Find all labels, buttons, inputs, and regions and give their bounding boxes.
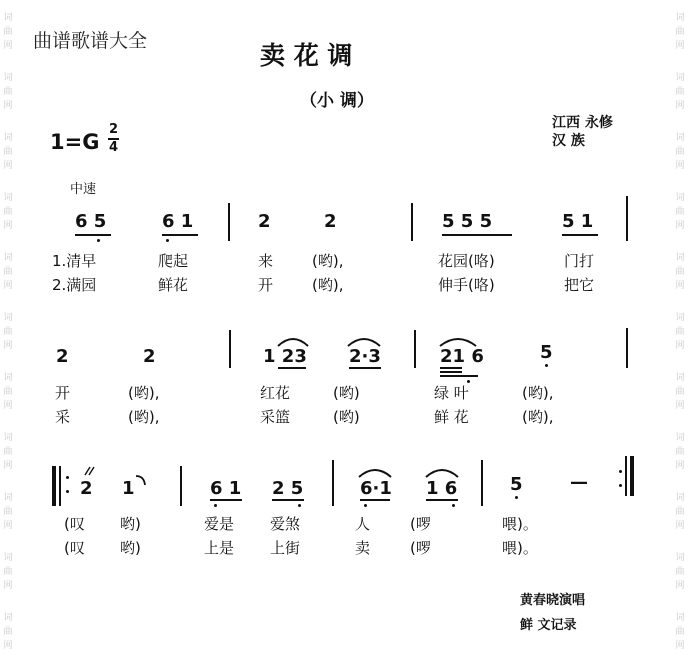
underline-beam [210, 499, 242, 501]
note: 2 [143, 346, 156, 367]
lyric: 喂)。 [502, 539, 538, 557]
watermark-char: 网 [3, 581, 13, 591]
watermark-char: 网 [675, 101, 685, 111]
low-octave-dot [515, 496, 518, 499]
watermark-char: 词 [3, 13, 13, 23]
repeat-dot [66, 490, 69, 493]
lyric: (叹 [64, 515, 85, 533]
lyric: 人 [355, 515, 371, 533]
lyric: 喂)。 [502, 515, 538, 533]
watermark-char: 曲 [675, 567, 685, 577]
barline [414, 330, 416, 368]
origin-ethnicity: 汉 族 [552, 133, 585, 149]
repeat-dot [619, 484, 622, 487]
lyric: (哟), [128, 384, 160, 402]
note-group: 1 23 [263, 346, 307, 367]
watermark-char: 网 [675, 341, 685, 351]
lyric: (哟), [128, 408, 160, 426]
underline-beam [442, 234, 512, 236]
lyric: 来 [258, 252, 274, 270]
lyric: 把它 [564, 276, 595, 294]
singer-credit: 黄春晓演唱 [520, 593, 586, 608]
watermark-char: 曲 [3, 147, 13, 157]
lyric: 花园(咯) [438, 252, 495, 270]
song-title: 卖 花 调 [260, 41, 353, 70]
underline-beam [75, 234, 111, 236]
note-group: 6·1 [360, 478, 392, 499]
watermark-char: 词 [675, 493, 685, 503]
time-signature [108, 123, 119, 155]
underline-beam [440, 375, 478, 377]
note-group: 6 1 [162, 211, 194, 232]
note: 2 [324, 211, 337, 232]
watermark-char: 网 [3, 461, 13, 471]
watermark-char: 网 [675, 581, 685, 591]
watermark-char: 词 [3, 313, 13, 323]
watermark-char: 网 [675, 161, 685, 171]
underline-beam [272, 499, 304, 501]
watermark-char: 曲 [3, 87, 13, 97]
low-octave-dot [97, 239, 100, 242]
watermark-char: 曲 [675, 387, 685, 397]
barline [229, 330, 231, 368]
underline-beam [440, 367, 462, 369]
watermark-char: 词 [3, 193, 13, 203]
note-group: 1 6 [426, 478, 458, 499]
note: 5 [510, 474, 523, 495]
lyric: 爱是 [204, 515, 235, 533]
barline [481, 460, 483, 506]
watermark-char: 曲 [675, 27, 685, 37]
lyric: 采 [55, 408, 71, 426]
barline [180, 466, 182, 506]
song-subtitle: （小 调） [300, 91, 374, 111]
repeat-dot [619, 470, 622, 473]
lyric: 爱煞 [270, 515, 301, 533]
watermark-char: 词 [675, 193, 685, 203]
note-group: 2 5 [272, 478, 304, 499]
slur [424, 465, 460, 479]
watermark-char: 网 [675, 521, 685, 531]
watermark-char: 网 [3, 401, 13, 411]
watermark-char: 词 [3, 613, 13, 623]
underline-beam [360, 499, 390, 501]
barline [626, 196, 628, 241]
low-octave-dot [214, 504, 217, 507]
underline-beam [440, 371, 462, 373]
dash-extension: — [570, 472, 588, 493]
note: 2 [80, 478, 93, 499]
lyric: (哟) [333, 408, 360, 426]
repeat-end-thin-bar [625, 456, 627, 496]
lyric: 绿 叶 [434, 384, 469, 402]
watermark-char: 网 [675, 461, 685, 471]
watermark-char: 词 [675, 613, 685, 623]
note-group: 5 1 [562, 211, 594, 232]
watermark-char: 词 [3, 373, 13, 383]
repeat-start-thin-bar [59, 466, 61, 506]
barline [411, 203, 413, 241]
lyric: (叹 [64, 539, 85, 557]
lyric: 上街 [270, 539, 301, 557]
watermark-char: 网 [675, 41, 685, 51]
time-denominator: 4 [108, 140, 119, 155]
watermark-char: 曲 [3, 267, 13, 277]
lyric: 红花 [260, 384, 291, 402]
lyric: 哟) [120, 539, 141, 557]
lyric: 上是 [204, 539, 235, 557]
watermark-char: 词 [675, 133, 685, 143]
watermark-char: 曲 [675, 507, 685, 517]
repeat-end-thick-bar [630, 456, 634, 496]
watermark-char: 词 [3, 133, 13, 143]
note-group: 6 1 [210, 478, 242, 499]
lyric: 鲜 花 [434, 408, 469, 426]
watermark-char: 曲 [3, 207, 13, 217]
lyric: 鲜花 [158, 276, 189, 294]
lyric: 伸手(咯) [438, 276, 495, 294]
watermark-char: 词 [675, 73, 685, 83]
note-group: 21 6 [440, 346, 484, 367]
breath-hook-icon [135, 474, 147, 488]
key-signature: 1=G [50, 130, 100, 154]
watermark-char: 词 [675, 373, 685, 383]
repeat-dot [66, 476, 69, 479]
watermark-char: 网 [3, 281, 13, 291]
barline [228, 203, 230, 241]
recorder-credit: 鲜 文记录 [520, 618, 577, 633]
watermark-char: 词 [675, 13, 685, 23]
underline-beam [426, 499, 458, 501]
lyric: (哟), [522, 384, 554, 402]
lyric: (哟) [333, 384, 360, 402]
note: 1 [122, 478, 135, 499]
lyric: 门打 [564, 252, 595, 270]
low-octave-dot [545, 364, 548, 367]
note-group: 2·3 [349, 346, 381, 367]
note: 2 [56, 346, 69, 367]
watermark-char: 词 [3, 553, 13, 563]
watermark-char: 曲 [675, 327, 685, 337]
song-origin [552, 114, 613, 150]
note-group: 5 5 5 [442, 211, 493, 232]
lyric: 1.清早 [52, 252, 97, 270]
watermark-char: 曲 [3, 627, 13, 637]
underline-beam [162, 234, 198, 236]
watermark-char: 词 [675, 553, 685, 563]
watermark-char: 曲 [3, 387, 13, 397]
watermark-char: 词 [675, 433, 685, 443]
lyric: (哟), [312, 276, 344, 294]
watermark-char: 网 [675, 281, 685, 291]
lyric: 采篮 [260, 408, 291, 426]
watermark-char: 曲 [675, 147, 685, 157]
left-watermark-column [0, 0, 16, 667]
watermark-char: 词 [3, 73, 13, 83]
right-watermark-column [672, 0, 688, 667]
watermark-char: 网 [3, 521, 13, 531]
note-group: 6 5 [75, 211, 107, 232]
low-octave-dot [364, 504, 367, 507]
watermark-char: 曲 [675, 627, 685, 637]
low-octave-dot [298, 504, 301, 507]
tempo-marking: 中速 [70, 182, 97, 197]
watermark-char: 曲 [3, 447, 13, 457]
lyric: (啰 [410, 515, 431, 533]
watermark-char: 曲 [675, 207, 685, 217]
underline-beam [349, 367, 381, 369]
watermark-char: 词 [3, 493, 13, 503]
watermark-char: 曲 [3, 327, 13, 337]
lyric: (哟), [312, 252, 344, 270]
lyric: 开 [258, 276, 274, 294]
lyric: 哟) [120, 515, 141, 533]
note: 5 [540, 342, 553, 363]
lyric: 2.满园 [52, 276, 97, 294]
watermark-char: 曲 [3, 507, 13, 517]
watermark-char: 网 [3, 221, 13, 231]
low-octave-dot [452, 504, 455, 507]
watermark-char: 网 [675, 641, 685, 651]
watermark-char: 网 [3, 41, 13, 51]
lyric: (啰 [410, 539, 431, 557]
watermark-char: 网 [3, 101, 13, 111]
watermark-char: 曲 [675, 447, 685, 457]
watermark-char: 词 [3, 433, 13, 443]
watermark-char: 网 [675, 221, 685, 231]
watermark-char: 曲 [675, 267, 685, 277]
barline [332, 460, 334, 506]
watermark-char: 词 [3, 253, 13, 263]
origin-region: 江西 永修 [552, 115, 613, 131]
lyric: 爬起 [158, 252, 189, 270]
site-label: 曲谱歌谱大全 [33, 30, 148, 52]
watermark-char: 曲 [675, 87, 685, 97]
watermark-char: 曲 [3, 567, 13, 577]
lyric: (哟), [522, 408, 554, 426]
repeat-start-thick-bar [52, 466, 56, 506]
watermark-char: 网 [3, 341, 13, 351]
watermark-char: 词 [675, 313, 685, 323]
watermark-char: 词 [675, 253, 685, 263]
underline-beam [562, 234, 598, 236]
low-octave-dot [166, 239, 169, 242]
watermark-char: 曲 [3, 27, 13, 37]
time-numerator: 2 [108, 122, 119, 137]
underline-beam [278, 367, 306, 369]
grace-mark-icon [84, 466, 96, 476]
watermark-char: 网 [3, 641, 13, 651]
slur [357, 465, 393, 479]
lyric: 开 [55, 384, 71, 402]
note: 2 [258, 211, 271, 232]
watermark-char: 网 [675, 401, 685, 411]
watermark-char: 网 [3, 161, 13, 171]
barline [626, 328, 628, 368]
lyric: 卖 [355, 539, 371, 557]
